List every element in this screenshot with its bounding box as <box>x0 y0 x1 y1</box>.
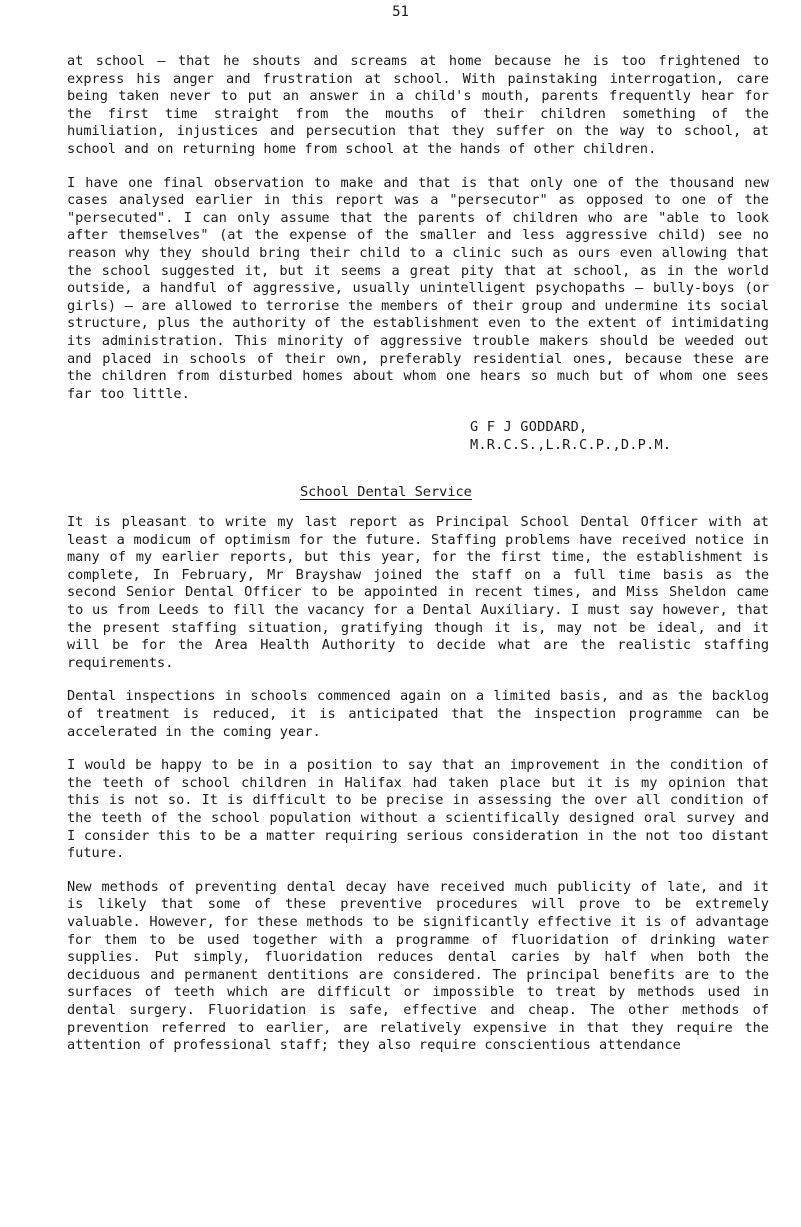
document-body <box>67 0 769 1055</box>
section-heading-wrapper <box>67 484 769 502</box>
paragraph-final-observation: I have one final observation to make and that is that only one of the thousand new cases analysed earlier in this report was a "persecutor" as opposed to one of the "persecuted". I can only assume that the parents of children who are "able to look after themselves" (at the expense of the smaller and less aggressive child) see no reason why they should bring their child to a clinic such as ours even allowing that the school suggested it, but it seems a great pity that at school, as in the world outside, a handful of aggressive, usually unintelligent psychopaths – bully-boys (or girls) – are allowed to terrorise the members of their group and undermine its social structure, plus the authority of the establishment even to the extent of intimidating its administration. This minority of aggressive trouble makers should be weeded out and placed in schools of their own, preferably residential ones, because these are the children from disturbed homes about whom one hears so much but of whom one sees far too little. <box>67 174 769 402</box>
section-heading: School Dental Service <box>300 484 472 501</box>
paragraph-condition-of-teeth: I would be happy to be in a position to say that an improvement in the condition of the teeth of school children in Halifax had taken place but it is my opinion that this is not so. It is difficult to be precise in assessing the over all condition of the teeth of the school population without a scientifically designed oral survey and I consider this to be a matter requiring serious consideration in the not too distant future. <box>67 757 769 862</box>
paragraph-staffing: It is pleasant to write my last report as Principal School Dental Officer with at least a modicum of optimism for the future. Staffing problems have received notice in many of my earlier reports, but this year, for the first time, the establishment is complete, In February, Mr Brayshaw joined the staff on a full time basis as the second Senior Dental Officer to be appointed in recent times, and Miss Sheldon came to us from Leeds to fill the vacancy for a Dental Auxiliary. I must say however, that the present staffing situation, gratifying though it is, may not be ideal, and it will be for the Area Health Authority to decide what are the realistic staffing requirements. <box>67 514 769 671</box>
page-number: 51 <box>392 4 409 20</box>
author-signature: G F J GODDARD, M.R.C.S.,L.R.C.P.,D.P.M. <box>470 419 672 453</box>
paragraph-bullying-continuation: at school – that he shouts and screams at home because he is too frightened to express his anger and frustration at school. With painstaking interrogation, care being taken never to put an answer in a child's mouth, parents frequently hear for the first time straight from the mouths of their children something of the humiliation, injustices and persecution that they suffer on the way to school, at school and on returning home from school at the hands of other children. <box>67 53 769 157</box>
paragraph-inspections: Dental inspections in schools commenced again on a limited basis, and as the backlog of treatment is reduced, it is anticipated that the inspection programme can be accelerated in the coming year. <box>67 688 769 740</box>
paragraph-fluoridation: New methods of preventing dental decay have received much publicity of late, and it is likely that some of these preventive procedures will prove to be extremely valuable. However, for these methods to be significantly effective it is of advantage for them to be used together with a programme of fluoridation of drinking water supplies. Put simply, fluoridation reduces dental caries by half when both the deciduous and permanent dentitions are considered. The principal benefits are to the surfaces of teeth which are difficult or impossible to treat by methods used in dental surgery. Fluoridation is safe, effective and cheap. The other methods of prevention referred to earlier, are relatively expensive in that they require the attention of professional staff; they also require conscientious attendance <box>67 878 769 1054</box>
